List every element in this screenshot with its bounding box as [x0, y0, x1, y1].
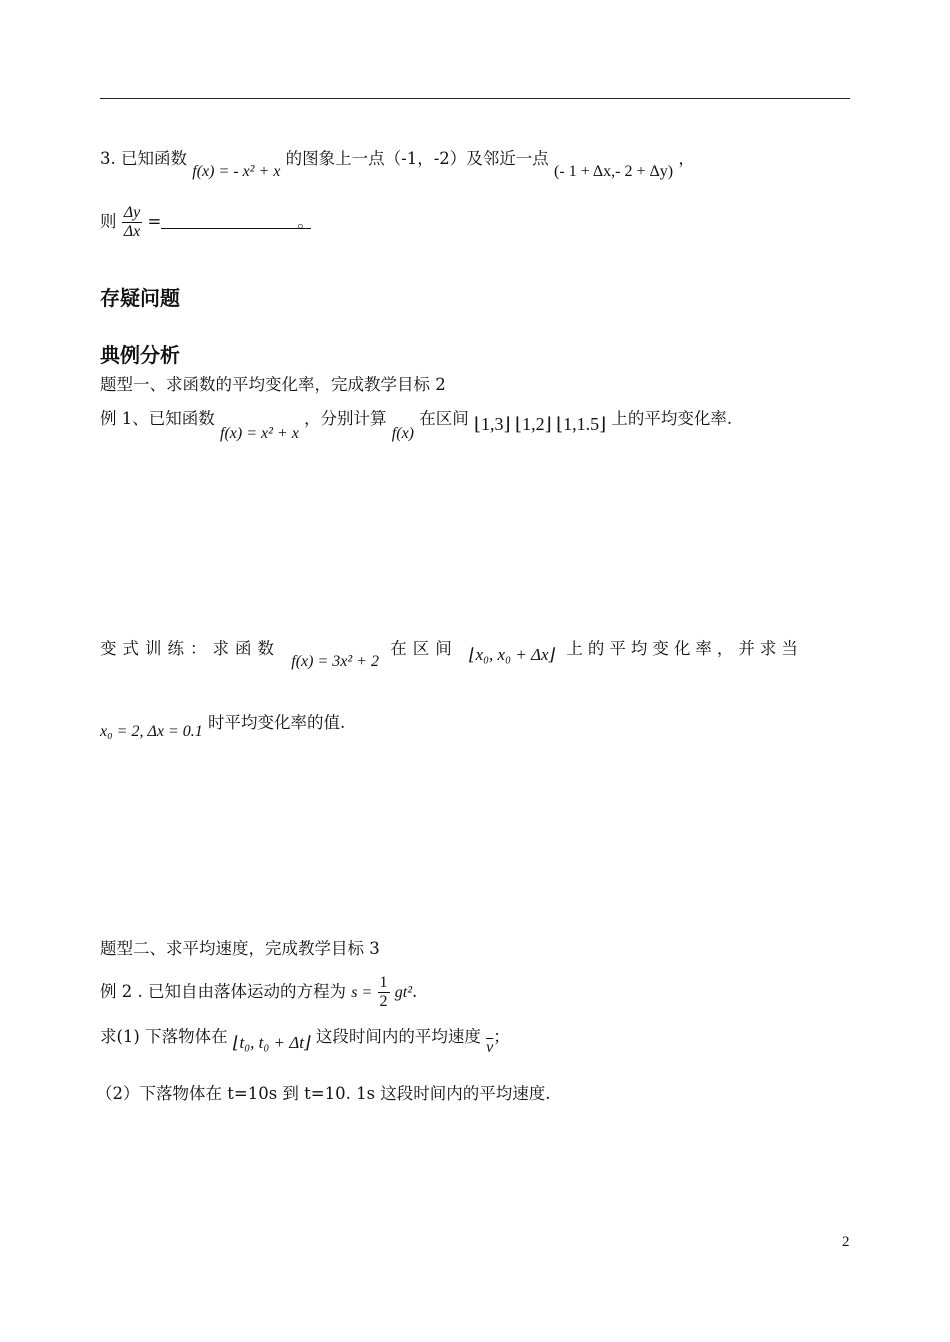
ex1-mid: ，分别计算 — [304, 409, 387, 428]
variant-condition: x₀ = 2, Δx = 0.1 — [100, 723, 203, 740]
ex2-q1-end: ； — [493, 1027, 510, 1046]
ex2-frac-denominator: 2 — [379, 993, 388, 1010]
variant-in: 在区间 — [390, 639, 458, 658]
q3-nearby-point: (- 1 + Δx,- 2 + Δy) — [554, 163, 674, 180]
ex1-function: f(x) = x² + x — [220, 425, 299, 442]
variant-suffix: 上的平均变化率，并求当 — [566, 639, 803, 658]
header-rule — [100, 98, 850, 99]
q3-fraction — [122, 204, 143, 241]
ex2-frac-numerator: 1 — [379, 974, 388, 991]
q3-line — [100, 148, 695, 183]
q3-answer-blank[interactable] — [161, 212, 311, 229]
ex1-in: 在区间 — [419, 409, 469, 428]
q3-function: f(x) = - x² + x — [192, 163, 281, 180]
ex1-fx: f(x) — [391, 425, 414, 442]
ex2-dot: . — [412, 982, 418, 1001]
q3-frac-numerator: Δy — [123, 204, 141, 221]
q3-then: 则 — [100, 212, 117, 231]
heading-examples: 典例分析 — [100, 343, 180, 367]
ex2-fraction — [378, 974, 390, 1011]
ex2-gt: gt² — [394, 984, 413, 1001]
type1-title: 题型一、求函数的平均变化率，完成教学目标 2 — [100, 375, 446, 394]
variant-condition-suffix: 时平均变化率的值. — [208, 713, 346, 732]
variant-prefix: 变式训练：求函数 — [100, 639, 280, 658]
ex2-q2-line: （2）下落物体在 t=10s 到 t=10. 1s 这段时间内的平均速度. — [96, 1084, 551, 1103]
q3-comma: ， — [678, 149, 695, 168]
q3-mid-text: 的图象上一点（-1，-2）及邻近一点 — [285, 149, 549, 168]
ex2-prefix: 例 2 . 已知自由落体运动的方程为 — [100, 982, 346, 1001]
variant-function: f(x) = 3x² + 2 — [291, 653, 379, 670]
variant-condition-line — [100, 712, 345, 743]
ex2-s: s = — [351, 984, 373, 1001]
ex1-suffix: 上的平均变化率. — [611, 409, 733, 428]
variant-interval: ⌊x₀, x₀ + Δx⌋ — [468, 645, 556, 664]
page-number: 2 — [842, 1234, 850, 1250]
ex2-line — [100, 974, 417, 1011]
q3-frac-denominator: Δx — [123, 223, 141, 240]
ex2-q1-line — [100, 1026, 510, 1059]
ex2-q1-prefix: 求(1) 下落物体在 — [100, 1027, 228, 1046]
ex2-vbar: $\overline{v}$ — [486, 1039, 494, 1056]
ex1-prefix: 例 1、已知函数 — [100, 409, 215, 428]
ex1-line — [100, 408, 732, 445]
q3-end: 。 — [297, 212, 314, 231]
type2-title: 题型二、求平均速度，完成教学目标 3 — [100, 939, 380, 958]
ex1-intervals: ⌊1,3⌋ ⌊1,2⌋ ⌊1,1.5⌋ — [474, 414, 607, 434]
heading-doubts: 存疑问题 — [100, 286, 180, 310]
q3-answer-line — [100, 204, 314, 241]
q3-equals: = — [147, 212, 162, 231]
ex2-q1-suffix: 这段时间内的平均速度 — [315, 1027, 481, 1046]
q3-prefix: 3. 已知函数 — [100, 149, 187, 168]
ex2-q1-interval: ⌊t₀, t₀ + Δt⌋ — [232, 1033, 311, 1052]
variant-line — [100, 638, 803, 673]
